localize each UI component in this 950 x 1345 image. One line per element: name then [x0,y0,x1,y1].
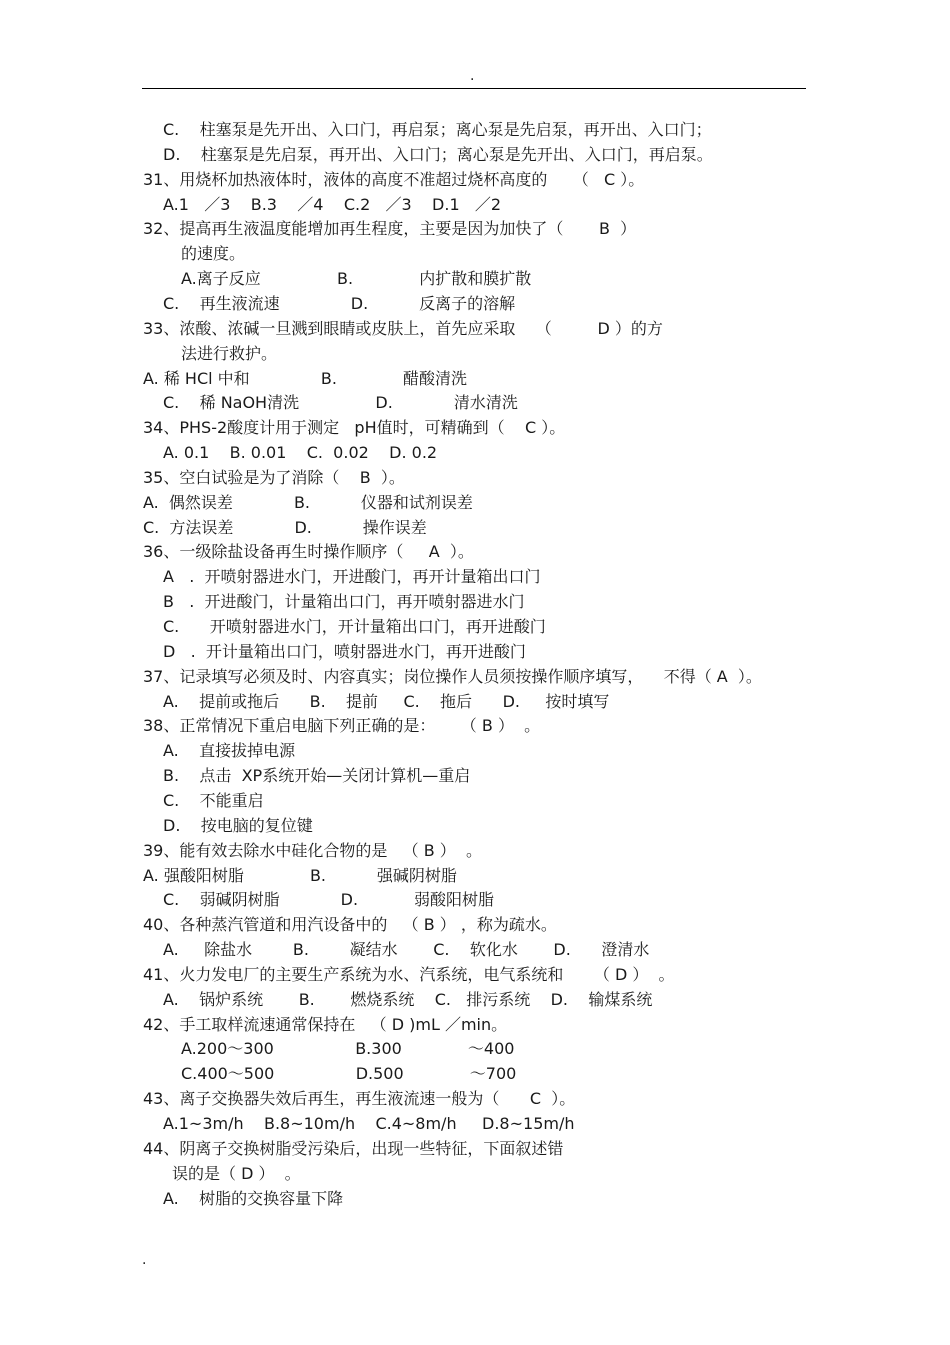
text-line: B . 开进酸门，计量箱出口门，再开喷射器进水门 [163,592,525,611]
text-line: C. 柱塞泵是先开出、入口门，再启泵；离心泵是先启泵，再开出、入口门； [163,120,712,139]
text-line: 36、一级除盐设备再生时操作顺序（ A ）。 [143,542,474,561]
text-line: C. 弱碱阴树脂 D. 弱酸阳树脂 [163,890,494,909]
text-line: C. 不能重启 [163,791,264,810]
text-line: 38、正常情况下重启电脑下列正确的是： （ B ） 。 [143,716,541,735]
text-line: A.离子反应 B. 内扩散和膜扩散 [181,269,532,288]
text-line: A. 树脂的交换容量下降 [163,1189,344,1208]
text-line: 34、PHS-2酸度计用于测定 pH值时，可精确到（ C ）。 [143,418,566,437]
text-line: C. 稀 NaOH清洗 D. 清水清洗 [163,393,518,412]
text-line: 42、手工取样流速通常保持在 （ D )mL ／min。 [143,1015,508,1034]
text-line: 误的是（ D ） 。 [172,1164,301,1183]
text-line: C. 开喷射器进水门，开计量箱出口门，再开进酸门 [163,617,546,636]
text-line: 31、用烧杯加热液体时，液体的高度不准超过烧杯高度的 （ C ）。 [143,170,645,189]
text-line: A. 稀 HCl 中和 B. 醋酸清洗 [143,369,468,388]
text-line: B. 点击 XP系统开始—关闭计算机—重启 [163,766,471,785]
text-line: C. 再生液流速 D. 反离子的溶解 [163,294,516,313]
text-line: 43、离子交换器失效后再生，再生液流速一般为（ C ）。 [143,1089,576,1108]
text-line: A.200～300 B.300 ～400 [181,1039,515,1058]
text-line: 37、记录填写必须及时、内容真实；岗位操作人员须按操作顺序填写， 不得（ A ）。 [143,667,762,686]
text-line: 法进行救护。 [181,344,278,363]
text-line: A.1 ／3 B.3 ／4 C.2 ／3 D.1 ／2 [163,195,502,214]
text-line: C.400～500 D.500 ～700 [181,1064,517,1083]
text-line: A. 锅炉系统 B. 燃烧系统 C. 排污系统 D. 输煤系统 [163,990,653,1009]
text-line: C. 方法误差 D. 操作误差 [143,518,427,537]
text-line: 的速度。 [181,244,246,263]
header-rule [142,88,806,89]
text-line: A. 强酸阳树脂 B. 强碱阴树脂 [143,866,457,885]
text-line: 33、浓酸、浓碱一旦溅到眼睛或皮肤上，首先应采取 （ D ）的方 [143,319,663,338]
text-line: D. 按电脑的复位键 [163,816,313,835]
text-line: D . 开计量箱出口门，喷射器进水门，再开进酸门 [163,642,526,661]
text-line: A. 除盐水 B. 凝结水 C. 软化水 D. 澄清水 [163,940,650,959]
text-line: A. 提前或拖后 B. 提前 C. 拖后 D. 按时填写 [163,692,610,711]
text-line: A. 0.1 B. 0.01 C. 0.02 D. 0.2 [163,443,438,462]
text-line: 44、阴离子交换树脂受污染后，出现一些特征，下面叙述错 [143,1139,564,1158]
text-line: A.1~3m/h B.8~10m/h C.4~8m/h D.8~15m/h [163,1114,575,1133]
header-mark: . [470,68,475,84]
text-line: 39、能有效去除水中硅化合物的是 （ B ） 。 [143,841,482,860]
text-line: 41、火力发电厂的主要生产系统为水、汽系统，电气系统和 （ D ） 。 [143,965,675,984]
text-line: 40、各种蒸汽管道和用汽设备中的 （ B ） ，称为疏水。 [143,915,557,934]
text-line: A. 直接拔掉电源 [163,741,296,760]
text-line: A. 偶然误差 B. 仪器和试剂误差 [143,493,473,512]
footer-mark: . [142,1252,147,1268]
text-line: D. 柱塞泵是先启泵，再开出、入口门；离心泵是先开出、入口门，再启泵。 [163,145,713,164]
text-line: A . 开喷射器进水门，开进酸门，再开计量箱出口门 [163,567,541,586]
text-line: 35、空白试验是为了消除（ B ）。 [143,468,405,487]
text-line: 32、提高再生液温度能增加再生程度，主要是因为加快了（ B ） [143,219,637,238]
